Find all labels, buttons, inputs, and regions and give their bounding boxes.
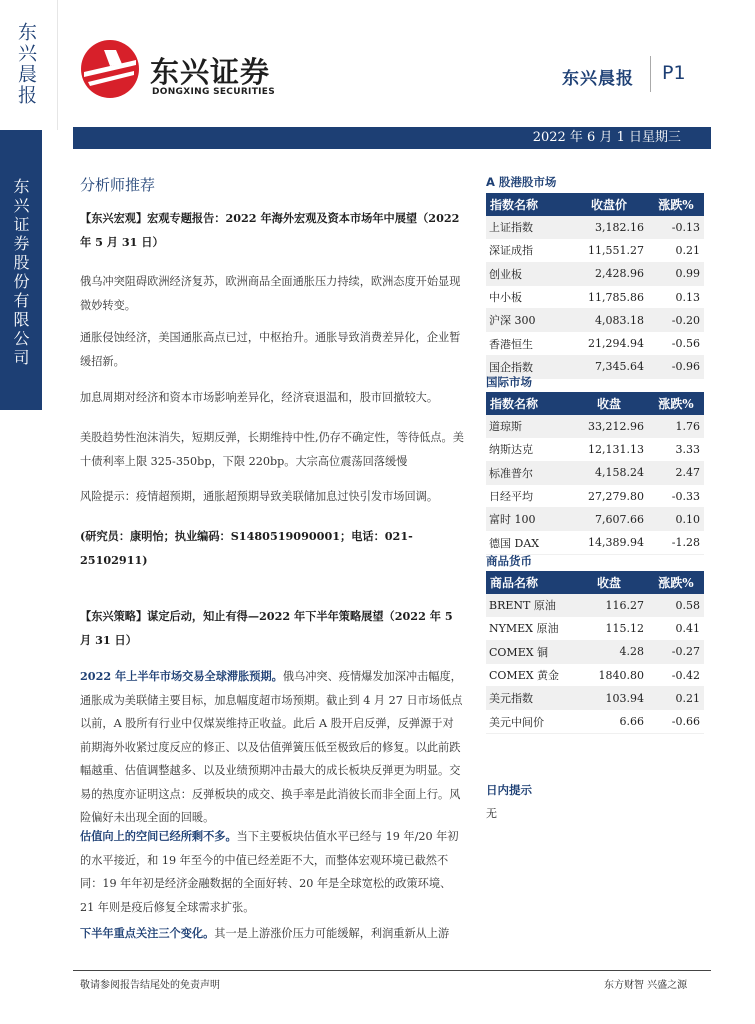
section-title: 分析师推荐 — [80, 176, 156, 194]
close-value-cell: 21,294.94 — [570, 332, 648, 355]
index-name-cell: 富时 100 — [486, 508, 570, 531]
disclaimer-note: 敬请参阅报告结尾处的免责声明 — [80, 980, 220, 991]
change-pct-cell: -0.20 — [648, 309, 704, 332]
intraday-title: 日内提示 — [486, 783, 532, 797]
column-header: 收盘 — [570, 392, 648, 415]
strategy-report-title: 【东兴策略】谋定后动，知止有得—2022 年下半年策略展望（2022 年 5 月 31 日） — [80, 609, 453, 647]
change-pct-cell: 2.47 — [648, 461, 704, 484]
close-value-cell: 27,279.80 — [570, 484, 648, 507]
macro-report-title: 【东兴宏观】宏观专题报告：2022 年海外宏观及资本市场年中展望（2022 年 5 月 31 日） — [80, 211, 460, 249]
index-name-cell: BRENT 原油 — [486, 594, 570, 617]
intl-market-table — [486, 392, 704, 555]
header-divider — [650, 56, 651, 92]
column-header: 收盘 — [570, 571, 648, 594]
change-pct-cell: -0.33 — [648, 484, 704, 507]
close-value-cell: 2,428.96 — [570, 262, 648, 285]
page-number: P1 — [662, 62, 686, 84]
footer-slogan: 东方财智 兴盛之源 — [604, 980, 688, 991]
index-name-cell: 标准普尔 — [486, 461, 570, 484]
risk-note: 风险提示：疫情超预期，通胀超预期导致美联储加息过快引发市场回调。 — [80, 490, 439, 503]
close-value-cell: 11,551.27 — [570, 239, 648, 262]
change-pct-cell: 0.99 — [648, 262, 704, 285]
paragraph: 估值向上的空间已经所剩不多。当下主要板块估值水平已经与 19 年/20 年初的水平接近，和 19 年至今的中值已经差距不大，而整体宏观环境已截然不同：19 年年初是经济金融数据的全面好转、20 年是全球宽松的政策环境、21 年则是疫后修复全球需求扩张。 — [80, 829, 459, 914]
table-row — [486, 687, 704, 710]
commodity-table — [486, 571, 704, 734]
logo-text-en: DONGXING SECURITIES — [152, 87, 276, 97]
change-pct-cell: -1.28 — [648, 531, 704, 554]
date-bar — [73, 127, 711, 149]
column-header: 收盘价 — [570, 193, 648, 216]
column-header: 涨跌% — [648, 571, 704, 594]
index-name-cell: 道琼斯 — [486, 415, 570, 438]
paragraph: 下半年重点关注三个变化。其一是上游涨价压力可能缓解，利润重新从上游 — [80, 926, 450, 940]
column-header: 指数名称 — [486, 392, 570, 415]
table-row — [486, 285, 704, 308]
change-pct-cell: 0.21 — [648, 239, 704, 262]
close-value-cell: 7,345.64 — [570, 355, 648, 378]
commodity-table-title: 商品货币 — [486, 554, 532, 568]
table-header-row — [486, 392, 704, 415]
column-header: 涨跌% — [648, 392, 704, 415]
index-name-cell: 上证指数 — [486, 216, 570, 239]
table-header-row — [486, 571, 704, 594]
table-header-row — [486, 193, 704, 216]
table-row — [486, 484, 704, 507]
report-name: 东兴晨报 — [562, 69, 634, 89]
table-row — [486, 262, 704, 285]
paragraph: 通胀侵蚀经济，美国通胀高点已过，中枢抬升。通胀导致消费差异化，企业暂缓招新。 — [80, 331, 461, 368]
paragraph-lead: 下半年重点关注三个变化。 — [80, 926, 215, 940]
close-value-cell: 103.94 — [570, 687, 648, 710]
close-value-cell: 33,212.96 — [570, 415, 648, 438]
paragraph: 2022 年上半年市场交易全球滞胀预期。俄乌冲突、疫情爆发加深冲击幅度，通胀成为美联储主要目标，加息幅度超市场预期。截止到 4 月 27 日市场低点以前，A 股所有行业中仅煤炭维持正收益。此后 A 股开启反弹，反弹源于对前期海外收紧过度反应的修正、以及估值弹簧压低至极致后的修复。以此前跌幅越重、估值调整越多、以及业绩预期冲击最大的成长板块反弹更为明显。交易的热度亦证明这点：反弹板块的成交、换手率是此消彼长而非全面上行。风险偏好未出现全面的回暖。 — [80, 669, 463, 824]
index-name-cell: 创业板 — [486, 262, 570, 285]
index-name-cell: 日经平均 — [486, 484, 570, 507]
change-pct-cell: 1.76 — [648, 415, 704, 438]
close-value-cell: 4,158.24 — [570, 461, 648, 484]
index-name-cell: COMEX 铜 — [486, 640, 570, 663]
side-company-name: 东兴证券股份有限公司 — [11, 178, 30, 368]
close-value-cell: 11,785.86 — [570, 285, 648, 308]
change-pct-cell: -0.96 — [648, 355, 704, 378]
side-report-label: 东兴晨报 — [15, 22, 37, 106]
table-row — [486, 663, 704, 686]
change-pct-cell: -0.42 — [648, 663, 704, 686]
close-value-cell: 7,607.66 — [570, 508, 648, 531]
change-pct-cell: -0.56 — [648, 332, 704, 355]
index-name-cell: 美元中间价 — [486, 710, 570, 733]
change-pct-cell: 0.10 — [648, 508, 704, 531]
analyst-contact: (研究员：康明怡；执业编码：S1480519090001；电话：021-25102911) — [80, 529, 413, 567]
paragraph: 俄乌冲突阻碍欧洲经济复苏，欧洲商品全面通胀压力持续，欧洲态度开始显现微妙转变。 — [80, 275, 461, 312]
index-name-cell: 国企指数 — [486, 355, 570, 378]
table-row — [486, 216, 704, 239]
index-name-cell: 香港恒生 — [486, 332, 570, 355]
paragraph-lead: 2022 年上半年市场交易全球滞胀预期。 — [80, 669, 283, 683]
index-name-cell: 纳斯达克 — [486, 438, 570, 461]
paragraph-lead: 估值向上的空间已经所剩不多。 — [80, 829, 237, 843]
close-value-cell: 3,182.16 — [570, 216, 648, 239]
change-pct-cell: -0.66 — [648, 710, 704, 733]
paragraph: 美股趋势性泡沫消失，短期反弹，长期维持中性,仍存不确定性，等待低点。美十债利率上限 325-350bp，下限 220bp。大宗高位震荡回落缓慢 — [80, 431, 464, 468]
change-pct-cell: 0.21 — [648, 687, 704, 710]
report-date: 2022 年 6 月 1 日星期三 — [532, 130, 681, 145]
index-name-cell: COMEX 黄金 — [486, 663, 570, 686]
intraday-text: 无 — [486, 807, 497, 820]
a-share-table — [486, 193, 704, 379]
close-value-cell: 6.66 — [570, 710, 648, 733]
index-name-cell: NYMEX 原油 — [486, 617, 570, 640]
close-value-cell: 4.28 — [570, 640, 648, 663]
change-pct-cell: 3.33 — [648, 438, 704, 461]
table-row — [486, 710, 704, 733]
footer-divider — [73, 970, 711, 971]
paragraph: 加息周期对经济和资本市场影响差异化，经济衰退温和，股市回撤较大。 — [80, 391, 439, 404]
change-pct-cell: -0.13 — [648, 216, 704, 239]
index-name-cell: 中小板 — [486, 285, 570, 308]
change-pct-cell: 0.41 — [648, 617, 704, 640]
table-row — [486, 461, 704, 484]
change-pct-cell: 0.13 — [648, 285, 704, 308]
close-value-cell: 4,083.18 — [570, 309, 648, 332]
column-header: 指数名称 — [486, 193, 570, 216]
index-name-cell: 深证成指 — [486, 239, 570, 262]
table-row — [486, 508, 704, 531]
close-value-cell: 12,131.13 — [570, 438, 648, 461]
intl-table-title: 国际市场 — [486, 375, 532, 389]
table-row — [486, 438, 704, 461]
table-row — [486, 594, 704, 617]
column-header: 涨跌% — [648, 193, 704, 216]
table-row — [486, 332, 704, 355]
table-row — [486, 415, 704, 438]
close-value-cell: 14,389.94 — [570, 531, 648, 554]
change-pct-cell: 0.58 — [648, 594, 704, 617]
table-row — [486, 531, 704, 554]
a-share-table-title: A 股港股市场 — [486, 175, 557, 189]
index-name-cell: 沪深 300 — [486, 309, 570, 332]
close-value-cell: 116.27 — [570, 594, 648, 617]
table-row — [486, 617, 704, 640]
logo-text-cn: 东兴证券 — [150, 55, 271, 89]
index-name-cell: 美元指数 — [486, 687, 570, 710]
close-value-cell: 1840.80 — [570, 663, 648, 686]
index-name-cell: 德国 DAX — [486, 531, 570, 554]
table-row — [486, 309, 704, 332]
table-row — [486, 239, 704, 262]
close-value-cell: 115.12 — [570, 617, 648, 640]
change-pct-cell: -0.27 — [648, 640, 704, 663]
table-row — [486, 640, 704, 663]
column-header: 商品名称 — [486, 571, 570, 594]
